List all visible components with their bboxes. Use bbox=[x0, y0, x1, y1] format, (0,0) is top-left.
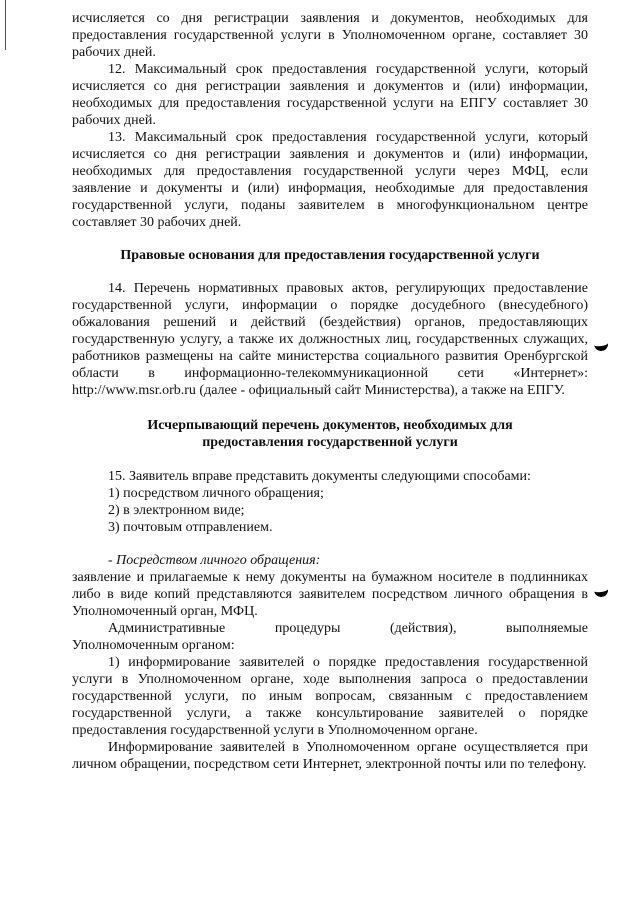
admin-word: (действия), bbox=[389, 621, 457, 636]
paragraph-15: 15. Заявитель вправе представить документы следующими способами: bbox=[108, 469, 531, 484]
subheading-personal: - Посредством личного обращения: bbox=[108, 553, 321, 568]
paragraph-informing: Информирование заявителей в Уполномоченном органе осуществляется при личном обращении, посредством сети Интернет, электронной почты или по телефону. bbox=[72, 740, 588, 772]
document-body bbox=[72, 10, 588, 773]
paragraph-13: 13. Максимальный срок предоставления государственной услуги, который исчисляется со дня регистрации заявления и документов и (или) информации, необходимых для предоставления государственной услуги через МФЦ, если заявление и документы и (или) информация, необходимые для предоставления государственной услуги, поданы заявителем в многофункциональном центре составляет 30 рабочих дней. bbox=[72, 130, 588, 230]
section-heading-documents: Исчерпывающий перечень документов, необходимых для предоставления государственной услуги bbox=[147, 418, 513, 450]
admin-line bbox=[72, 620, 588, 637]
paragraph-14: 14. Перечень нормативных правовых актов, регулирующих предоставление государственной услуги, информации о порядке досудебного (внесудебного) обжалования решений и действий (бездействия) органов, предоставляющих государственную услугу, а также их должностных лиц, государственных служащих, работников размещены на сайте министерства социального развития Оренбургской области в информационно-телекоммуникационной сети «Интернет»: http://www.msr.orb.ru (далее - официальный сайт Министерства), а также на ЕПГУ. bbox=[72, 281, 588, 398]
admin-word: выполняемые bbox=[506, 621, 588, 636]
list-item: 2) в электронном виде; bbox=[108, 503, 245, 518]
list-item: 1) посредством личного обращения; bbox=[108, 486, 324, 501]
scan-edge-line bbox=[5, 0, 6, 50]
admin-word: Административные bbox=[108, 621, 226, 636]
list-item: 3) почтовым отправлением. bbox=[108, 520, 273, 535]
paragraph-application: заявление и прилагаемые к нему документы на бумажном носителе в подлинниках либо в виде копий представляются заявителем посредством личного обращения в Уполномоченный орган, МФЦ. bbox=[72, 570, 588, 619]
hole-punch-mark bbox=[593, 581, 609, 598]
paragraph-information: 1) информирование заявителей о порядке предоставления государственной услуги в Уполномоченном органе, ходе выполнения запроса о предоставлении государственной услуги, по иным вопросам, связанным с предоставлением государственной услуги, а также консультирование заявителей о порядке предоставления государственной услуги в Уполномоченном органе. bbox=[72, 655, 588, 738]
paragraph-12: 12. Максимальный срок предоставления государственной услуги, который исчисляется со дня регистрации заявления и документов и (или) информации, необходимых для предоставления государственной услуги на ЕПГУ составляет 30 рабочих дней. bbox=[72, 62, 588, 128]
section-heading-legal: Правовые основания для предоставления государственной услуги bbox=[120, 248, 540, 263]
hole-punch-mark bbox=[593, 335, 609, 352]
admin-line-tail: Уполномоченным органом: bbox=[72, 638, 235, 653]
paragraph-11-continuation: исчисляется со дня регистрации заявления и документов, необходимых для предоставления государственной услуги в Уполномоченном органе, составляет 30 рабочих дней. bbox=[72, 11, 588, 60]
admin-word: процедуры bbox=[274, 621, 341, 636]
